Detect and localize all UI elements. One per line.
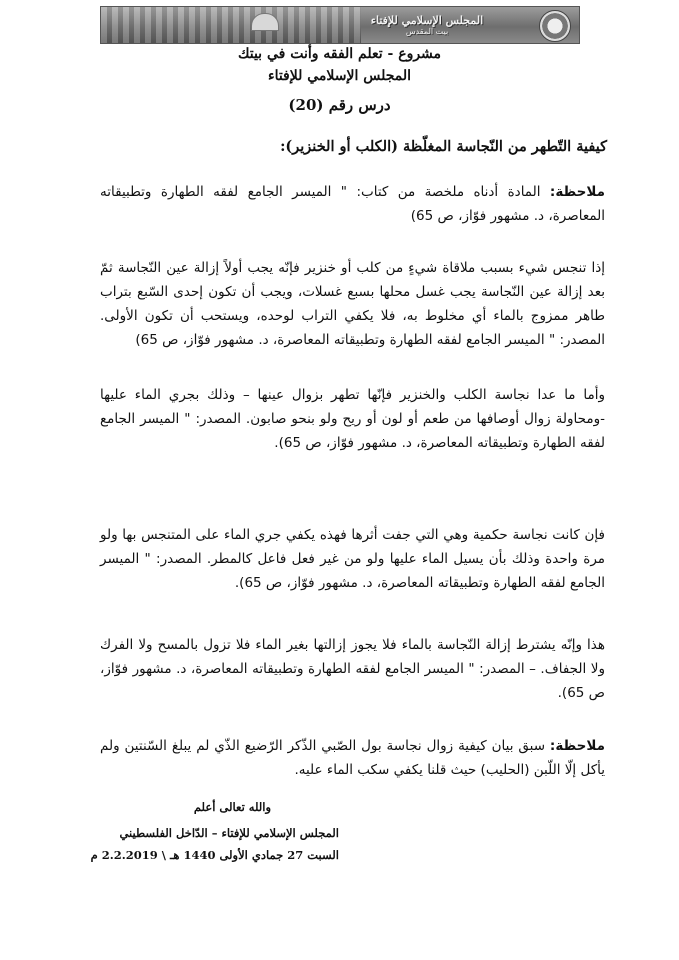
banner-title-text: المجلس الإسلامي للإفتاء: [370, 14, 484, 27]
project-title: مشروع - تعلم الفقه وأنت في بيتك: [237, 46, 442, 62]
paragraph-water-requirement: هذا وإنّه يشترط إزالة النّجاسة بالماء فلا يجوز إزالتها بغير الماء فلا تزول بالمسح ولا الفرك ولا الجفاف. – المصدر: " الميسر الجامع لفقه الطهارة وتطبيقاته المعاصرة، د. مشهور فوّاز، ص 65).: [100, 637, 605, 701]
banner-title: [327, 14, 527, 36]
jerusalem-skyline-image: [101, 7, 361, 43]
banner-subtitle-text: بيت المقدس: [405, 27, 449, 36]
note-paragraph-2: [100, 734, 605, 782]
paragraph-other-impurities: وأما ما عدا نجاسة الكلب والخنزير فإنّها تطهر بزوال عينها – وذلك بجري الماء عليها -ومحاولة زوال أوصافها من طعم أو لون أو ريح ولو بنحو صابون. المصدر: " الميسر الجامع لفقه الطهارة وتطبيقاته المعاصرة، د. مشهور فوّاز، ص 65).: [100, 387, 605, 451]
note-label-2: ملاحظة:: [549, 738, 605, 754]
paragraph-dog-pig-purification: إذا تنجس شيء بسبب ملاقاة شيءٍ من كلب أو خنزير فإنّه يجب أولاً إزالة عين النّجاسة ثمّ بعد إزالة عين النّجاسة يجب غسل محلها بسبع غسلات، ويجب أن تكون إحدى السّبع بتراب طاهر ممزوج بالماء أي مخلوط به، فلا يكفي التراب لوحده، ويستحب أن تكون الأولى. المصدر: " الميسر الجامع لفقه الطهارة وتطبيقاته المعاصرة، د. مشهور فوّاز، ص 65): [100, 260, 605, 348]
header-banner: [100, 6, 580, 44]
lesson-heading: كيفية التّطهر من النّجاسة المغلّظة (الكلب أو الخنزير):: [280, 138, 607, 155]
note-text-2: سبق بيان كيفية زوال نجاسة بول الصّبي الذّكر الرّضيع الذّي لم يبلغ السّنتين ولم يأكل إلّا اللّبن (الحليب) حيث قلنا يكفي سكب الماء عليه.: [100, 738, 605, 778]
note-paragraph-1: [100, 180, 605, 228]
note-text: المادة أدناه ملخصة من كتاب: " الميسر الجامع لفقه الطهارة وتطبيقاته المعاصرة، د. مشهور فوّاز، ص 65): [100, 184, 605, 224]
council-name: المجلس الإسلامي للإفتاء: [267, 68, 412, 84]
dome-of-rock-icon: [251, 13, 279, 31]
paragraph-legal-impurity: فإن كانت نجاسة حكمية وهي التي جفت أثرها فهذه يكفي جري الماء على المتنجس بها ولو مرة واحدة وذلك بأن يسيل الماء عليها ولو من غير فعل فاعل كالمطر. المصدر: " الميسر الجامع لفقه الطهارة وتطبيقاته المعاصرة، د. مشهور فوّاز، ص 65).: [100, 527, 605, 591]
council-logo-icon: [539, 10, 571, 42]
closing-phrase: والله تعالى أعلم: [193, 800, 271, 814]
lesson-number: درس رقم (20): [288, 96, 391, 114]
footer-organization: المجلس الإسلامي للإفتاء – الدّاخل الفلسطيني: [119, 826, 339, 840]
note-label: ملاحظة:: [549, 184, 605, 200]
footer-date: السبت 27 جمادي الأولى 1440 هـ \ 2.2.2019 م: [90, 848, 339, 862]
